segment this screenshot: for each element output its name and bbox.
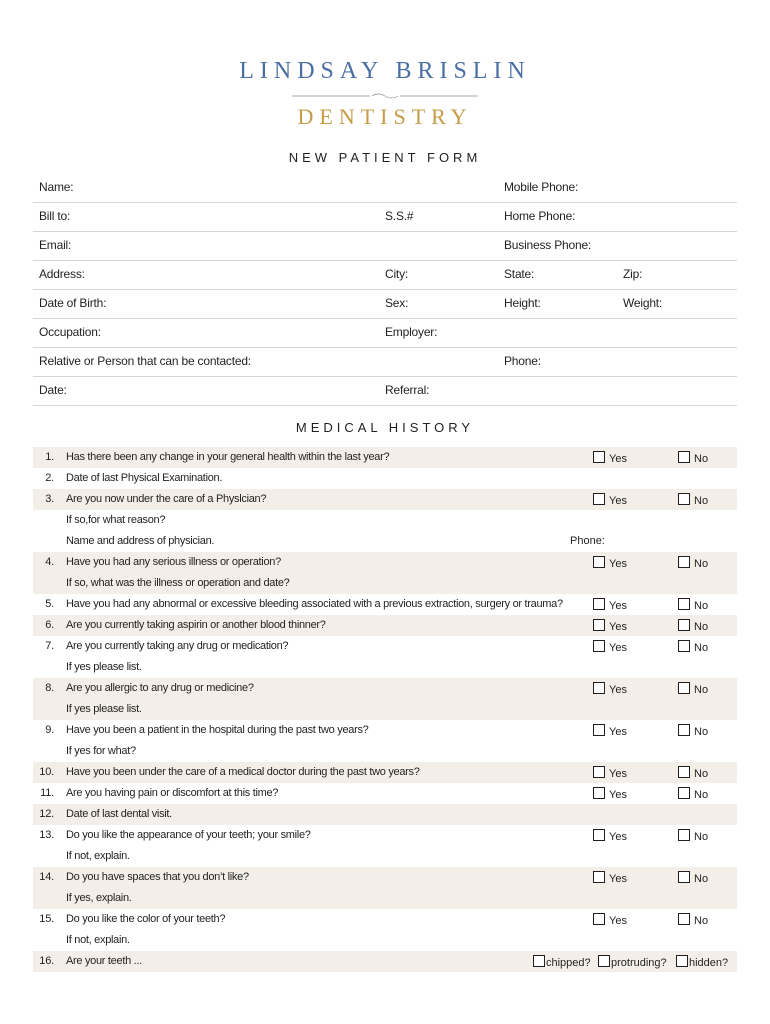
- checkbox-icon[interactable]: [678, 451, 690, 463]
- field-label: State:: [504, 267, 535, 281]
- question-row: [33, 678, 737, 699]
- question-text: Do you like the appearance of your teeth; your smile?: [66, 829, 311, 841]
- checkbox-label: Yes: [609, 600, 627, 612]
- checkbox-label: Yes: [609, 684, 627, 696]
- checkbox-label: Yes: [609, 831, 627, 843]
- question-text: If yes please list.: [66, 703, 142, 715]
- no-checkbox[interactable]: [678, 724, 708, 738]
- checkbox-label: No: [694, 831, 709, 843]
- checkbox-label: Yes: [609, 495, 627, 507]
- checkbox-icon[interactable]: [678, 682, 690, 694]
- info-row[interactable]: [33, 260, 737, 290]
- ornament-divider: [292, 93, 478, 99]
- question-row: [33, 636, 737, 657]
- question-text: Are you currently taking any drug or medication?: [66, 640, 289, 652]
- checkbox-icon[interactable]: [678, 640, 690, 652]
- question-text: If not, explain.: [66, 934, 130, 946]
- question-text: If yes, explain.: [66, 892, 132, 904]
- question-number: 15.: [39, 913, 54, 925]
- checkbox-icon[interactable]: [593, 724, 605, 736]
- yes-checkbox[interactable]: [593, 682, 627, 696]
- no-checkbox[interactable]: [678, 451, 708, 465]
- no-checkbox[interactable]: [678, 766, 708, 780]
- checkbox-icon[interactable]: [593, 871, 605, 883]
- field-label: Home Phone:: [504, 209, 576, 223]
- checkbox-label: Yes: [609, 768, 627, 780]
- question-text: Have you been under the care of a medical doctor during the past two years?: [66, 766, 420, 778]
- checkbox-icon[interactable]: [678, 787, 690, 799]
- yes-checkbox[interactable]: [593, 766, 627, 780]
- no-checkbox[interactable]: [678, 640, 708, 654]
- field-label: Date:: [39, 383, 67, 397]
- field-label: Date of Birth:: [39, 296, 107, 310]
- checkbox-label: No: [694, 768, 709, 780]
- question-text: Has there been any change in your general health within the last year?: [66, 451, 390, 463]
- checkbox-icon[interactable]: [593, 493, 605, 505]
- question-text: Are you allergic to any drug or medicine?: [66, 682, 254, 694]
- form-title: NEW PATIENT FORM: [288, 150, 482, 165]
- medical-history-title: MEDICAL HISTORY: [295, 420, 475, 435]
- question-number: 4.: [45, 556, 54, 568]
- question-number: 1.: [45, 451, 54, 463]
- checkbox-label: Yes: [609, 726, 627, 738]
- checkbox-label: No: [694, 684, 709, 696]
- question-number: 8.: [45, 682, 54, 694]
- checkbox-label: No: [694, 726, 709, 738]
- question-row: [33, 762, 737, 783]
- checkbox-label: No: [694, 558, 709, 570]
- checkbox-label: Yes: [609, 621, 627, 633]
- checkbox-label: protruding?: [611, 957, 667, 969]
- no-checkbox[interactable]: [678, 787, 708, 801]
- question-row: [33, 699, 737, 720]
- no-checkbox[interactable]: [678, 871, 708, 885]
- checkbox-icon[interactable]: [593, 766, 605, 778]
- info-row[interactable]: [33, 231, 737, 261]
- checkbox-label: Yes: [609, 915, 627, 927]
- question-row: [33, 573, 737, 594]
- field-label: Address:: [39, 267, 85, 281]
- question-row: [33, 531, 737, 552]
- checkbox-label: No: [694, 789, 709, 801]
- question-number: 2.: [45, 472, 54, 484]
- question-number: 9.: [45, 724, 54, 736]
- question-text: If so,for what reason?: [66, 514, 166, 526]
- checkbox-icon[interactable]: [678, 493, 690, 505]
- teeth-option-checkbox[interactable]: [533, 955, 591, 969]
- question-row: [33, 615, 737, 636]
- checkbox-label: Yes: [609, 453, 627, 465]
- checkbox-label: No: [694, 600, 709, 612]
- checkbox-icon[interactable]: [593, 619, 605, 631]
- yes-checkbox[interactable]: [593, 451, 627, 465]
- question-row: [33, 594, 737, 615]
- yes-checkbox[interactable]: [593, 493, 627, 507]
- checkbox-icon[interactable]: [593, 451, 605, 463]
- field-label: Name:: [39, 180, 74, 194]
- checkbox-icon[interactable]: [678, 724, 690, 736]
- question-number: 11.: [40, 787, 54, 799]
- question-row: [33, 951, 737, 972]
- question-number: 7.: [45, 640, 54, 652]
- question-row: [33, 867, 737, 888]
- field-label: Sex:: [385, 296, 409, 310]
- checkbox-icon[interactable]: [678, 598, 690, 610]
- yes-checkbox[interactable]: [593, 556, 627, 570]
- question-text: Date of last Physical Examination.: [66, 472, 223, 484]
- question-row: [33, 783, 737, 804]
- checkbox-label: Yes: [609, 873, 627, 885]
- question-text: Have you had any abnormal or excessive bleeding associated with a previous extraction, surgery or trauma?: [66, 598, 563, 610]
- question-row: [33, 909, 737, 930]
- field-label: S.S.#: [385, 209, 414, 223]
- checkbox-icon[interactable]: [676, 955, 688, 967]
- question-text: Do you like the color of your teeth?: [66, 913, 226, 925]
- checkbox-icon[interactable]: [593, 682, 605, 694]
- question-row: [33, 657, 737, 678]
- question-row: [33, 846, 737, 867]
- checkbox-label: No: [694, 642, 709, 654]
- field-label: Phone:: [504, 354, 541, 368]
- no-checkbox[interactable]: [678, 493, 708, 507]
- field-label: Email:: [39, 238, 72, 252]
- checkbox-icon[interactable]: [678, 913, 690, 925]
- question-row: [33, 447, 737, 468]
- question-row: [33, 510, 737, 531]
- checkbox-icon[interactable]: [593, 913, 605, 925]
- yes-checkbox[interactable]: [593, 829, 627, 843]
- checkbox-icon[interactable]: [678, 556, 690, 568]
- question-number: 6.: [45, 619, 54, 631]
- info-row[interactable]: [33, 173, 737, 203]
- question-row: [33, 804, 737, 825]
- brand-name: LINDSAY BRISLIN: [239, 58, 531, 84]
- checkbox-icon[interactable]: [533, 955, 545, 967]
- checkbox-icon[interactable]: [678, 829, 690, 841]
- field-label: Employer:: [385, 325, 438, 339]
- field-label: Zip:: [623, 267, 643, 281]
- checkbox-label: No: [694, 495, 709, 507]
- question-text: If so, what was the illness or operation and date?: [66, 577, 290, 589]
- field-label: Relative or Person that can be contacted:: [39, 354, 251, 368]
- no-checkbox[interactable]: [678, 829, 708, 843]
- question-number: 13.: [39, 829, 54, 841]
- checkbox-icon[interactable]: [678, 619, 690, 631]
- question-row: [33, 888, 737, 909]
- question-text: Have you had any serious illness or operation?: [66, 556, 281, 568]
- checkbox-label: No: [694, 621, 709, 633]
- field-label: Mobile Phone:: [504, 180, 579, 194]
- question-text: If yes for what?: [66, 745, 136, 757]
- yes-checkbox[interactable]: [593, 787, 627, 801]
- question-text: Name and address of physician.: [66, 535, 215, 547]
- yes-checkbox[interactable]: [593, 598, 627, 612]
- no-checkbox[interactable]: [678, 556, 708, 570]
- question-row: [33, 720, 737, 741]
- checkbox-label: Yes: [609, 789, 627, 801]
- question-row: [33, 468, 737, 489]
- yes-checkbox[interactable]: [593, 871, 627, 885]
- question-text: If yes please list.: [66, 661, 142, 673]
- question-number: 10.: [39, 766, 54, 778]
- question-text: Do you have spaces that you don’t like?: [66, 871, 249, 883]
- question-number: 5.: [45, 598, 54, 610]
- no-checkbox[interactable]: [678, 682, 708, 696]
- yes-checkbox[interactable]: [593, 619, 627, 633]
- question-number: 14.: [39, 871, 54, 883]
- checkbox-icon[interactable]: [593, 829, 605, 841]
- no-checkbox[interactable]: [678, 619, 708, 633]
- question-row: [33, 741, 737, 762]
- question-text: Are your teeth ...: [66, 955, 142, 967]
- question-text: Have you been a patient in the hospital during the past two years?: [66, 724, 369, 736]
- checkbox-label: chipped?: [546, 957, 591, 969]
- brand-subtitle: DENTISTRY: [297, 104, 473, 129]
- question-text: If not, explain.: [66, 850, 130, 862]
- checkbox-label: No: [694, 873, 709, 885]
- phone-label: Phone:: [570, 535, 605, 547]
- yes-checkbox[interactable]: [593, 640, 627, 654]
- field-label: Height:: [504, 296, 541, 310]
- yes-checkbox[interactable]: [593, 724, 627, 738]
- question-row: [33, 930, 737, 951]
- info-row[interactable]: [33, 318, 737, 348]
- question-row: [33, 489, 737, 510]
- teeth-option-checkbox[interactable]: [676, 955, 728, 969]
- checkbox-icon[interactable]: [678, 871, 690, 883]
- checkbox-icon[interactable]: [593, 640, 605, 652]
- question-row: [33, 825, 737, 846]
- checkbox-icon[interactable]: [593, 787, 605, 799]
- question-text: Are you currently taking aspirin or another blood thinner?: [66, 619, 326, 631]
- question-text: Date of last dental visit.: [66, 808, 172, 820]
- question-text: Are you now under the care of a Physlcian?: [66, 493, 267, 505]
- field-label: City:: [385, 267, 409, 281]
- info-row[interactable]: [33, 289, 737, 319]
- question-text: Are you having pain or discomfort at this time?: [66, 787, 279, 799]
- field-label: Weight:: [623, 296, 663, 310]
- checkbox-icon[interactable]: [678, 766, 690, 778]
- field-label: Business Phone:: [504, 238, 592, 252]
- checkbox-icon[interactable]: [593, 556, 605, 568]
- field-label: Referral:: [385, 383, 430, 397]
- question-number: 16.: [39, 955, 54, 967]
- field-label: Bill to:: [39, 209, 71, 223]
- info-row[interactable]: [33, 347, 737, 377]
- checkbox-label: Yes: [609, 642, 627, 654]
- question-number: 3.: [45, 493, 54, 505]
- info-row[interactable]: [33, 202, 737, 232]
- checkbox-label: No: [694, 453, 709, 465]
- question-number: 12.: [39, 808, 54, 820]
- question-row: [33, 552, 737, 573]
- field-label: Occupation:: [39, 325, 101, 339]
- info-row[interactable]: [33, 376, 737, 406]
- yes-checkbox[interactable]: [593, 913, 627, 927]
- checkbox-label: Yes: [609, 558, 627, 570]
- no-checkbox[interactable]: [678, 913, 708, 927]
- checkbox-label: hidden?: [689, 957, 729, 969]
- checkbox-label: No: [694, 915, 709, 927]
- no-checkbox[interactable]: [678, 598, 708, 612]
- checkbox-icon[interactable]: [598, 955, 610, 967]
- teeth-option-checkbox[interactable]: [598, 955, 667, 969]
- checkbox-icon[interactable]: [593, 598, 605, 610]
